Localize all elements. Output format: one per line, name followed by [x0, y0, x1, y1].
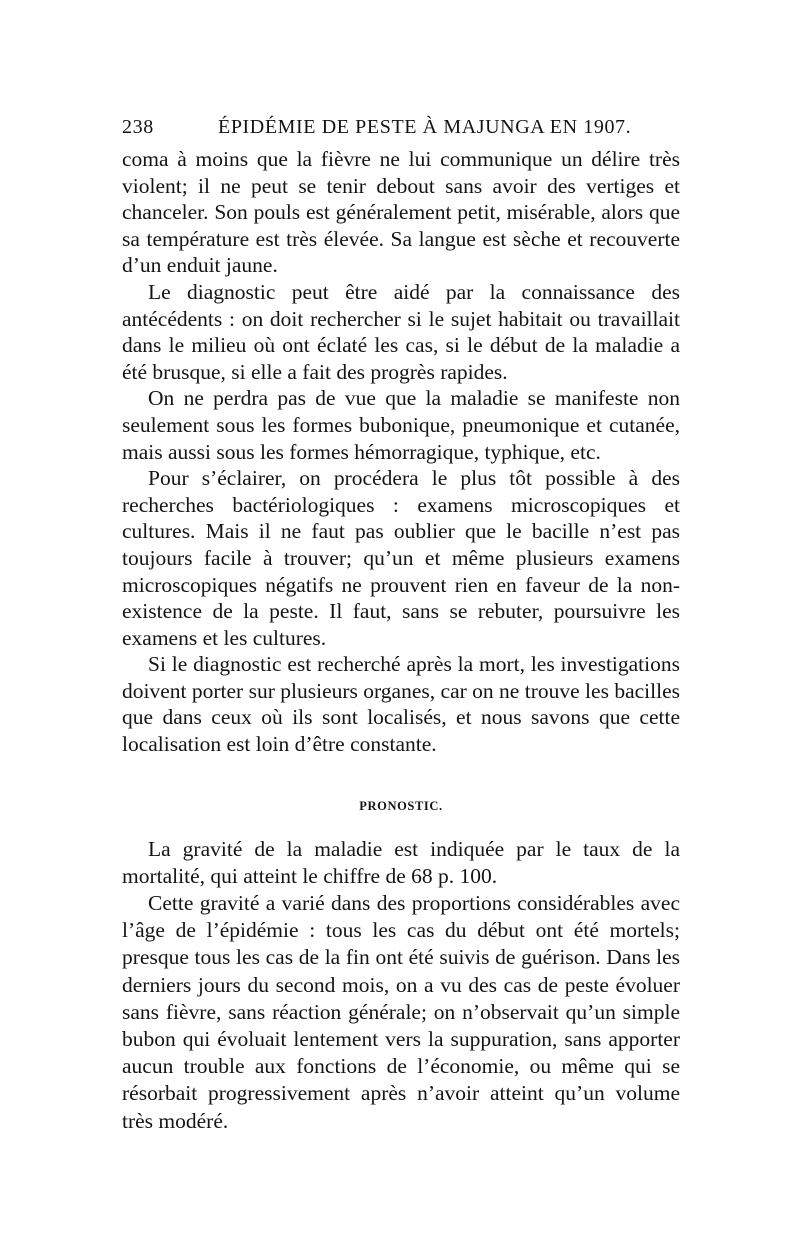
- book-page: [122, 116, 680, 1135]
- running-head: [122, 116, 680, 146]
- main-text: [122, 146, 680, 758]
- page-number: 238: [122, 116, 154, 138]
- paragraph-bacteriology: Pour s’éclairer, on procédera le plus tôt possible à des recherches bactériologiques : examens microscopiques et cultures. Mais il ne faut pas oublier que le bacille n’est pas toujours facile à trouver; qu’un et même plusieurs examens microscopiques négatifs ne prouvent rien en faveur de la non-existence de la peste. Il faut, sans se rebuter, poursuivre les examens et les cultures.: [122, 466, 680, 650]
- paragraph-diagnostic: Le diagnostic peut être aidé par la connaissance des antécédents : on doit rechercher si le sujet habitait ou travaillait dans le milieu où ont éclaté les cas, si le début de la maladie a été brusque, si elle a fait des progrès rapides.: [122, 279, 680, 384]
- paragraph-mortality: La gravité de la maladie est indiquée par le taux de la mortalité, qui atteint le chiffre de 68 p. 100.: [122, 836, 680, 888]
- paragraph-gravity: Cette gravité a varié dans des proportions considérables avec l’âge de l’épidémie : tous les cas du début ont été mortels; presque tous les cas de la fin ont été suivis de guérison. Dans les derniers jours du second mois, on a vu des cas de peste évoluer sans fièvre, sans réaction générale; on n’observait qu’un simple bubon qui évoluait lentement vers la suppuration, sans apporter aucun trouble aux fonctions de l’économie, ou même qui se résorbait progressivement après n’avoir atteint qu’un volume très modéré.: [122, 891, 680, 1133]
- section-heading: PRONOSTIC.: [359, 798, 443, 813]
- prognosis-text: [122, 836, 680, 1135]
- paragraph-forms: On ne perdra pas de vue que la maladie se manifeste non seulement sous les formes bubonique, pneumonique et cutanée, mais aussi sous les formes hémorragique, typhique, etc.: [122, 386, 680, 464]
- paragraph-continuation: coma à moins que la fièvre ne lui communique un délire très violent; il ne peut se tenir debout sans avoir des vertiges et chanceler. Son pouls est généralement petit, misérable, alors que sa température est très élevée. Sa langue est sèche et recouverte d’un enduit jaune.: [122, 147, 680, 278]
- running-title: ÉPIDÉMIE DE PESTE À MAJUNGA EN 1907.: [218, 116, 632, 138]
- paragraph-post-mortem: Si le diagnostic est recherché après la mort, les investigations doivent porter sur plusieurs organes, car on ne trouve les bacilles que dans ceux où ils sont localisés, et nous savons que cette localisation est loin d’être constante.: [122, 652, 680, 757]
